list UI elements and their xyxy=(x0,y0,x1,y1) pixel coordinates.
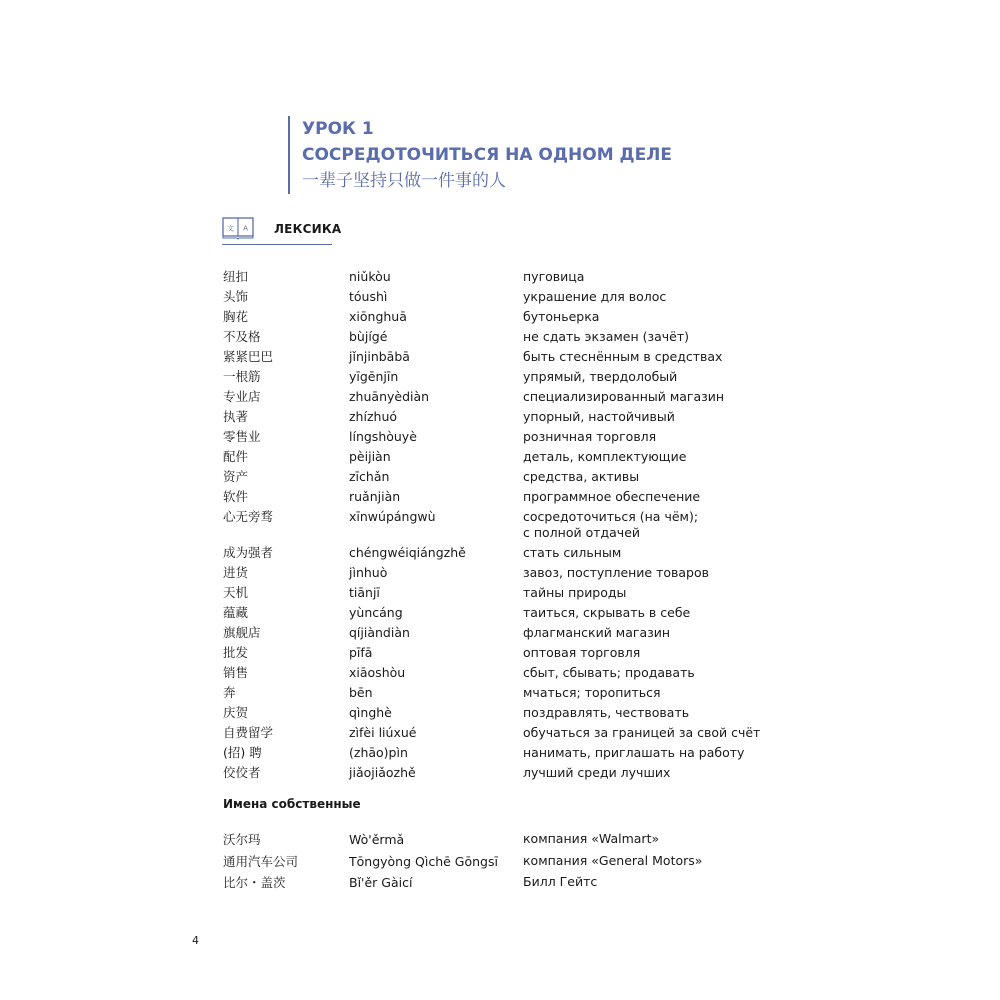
pinyin-term: niǔkòu xyxy=(349,269,391,284)
translation-term: розничная торговля xyxy=(523,429,657,444)
translation-term: завоз, поступление товаров xyxy=(523,565,710,580)
translation-term: флагманский магазин xyxy=(523,625,671,640)
hanzi-term: 奔 xyxy=(223,685,236,700)
pinyin-term: zhuānyèdiàn xyxy=(349,389,430,404)
pinyin-term: chéngwéiqiángzhě xyxy=(349,545,466,560)
lesson-number: УРОК 1 xyxy=(302,119,374,139)
hanzi-term: 纽扣 xyxy=(223,269,249,284)
lesson-header xyxy=(288,116,672,194)
hanzi-term: 通用汽车公司 xyxy=(223,853,299,869)
book-icon-glyph-left: 文 xyxy=(227,224,234,233)
pinyin-term: zīchǎn xyxy=(349,469,390,484)
hanzi-term: 进货 xyxy=(223,565,249,580)
translation-term: таиться, скрывать в себе xyxy=(523,605,691,620)
book-icon xyxy=(222,216,254,240)
pinyin-term: pīfā xyxy=(349,645,373,660)
vocab-row xyxy=(223,507,783,543)
translation-term: мчаться; торопиться xyxy=(523,685,661,700)
vocab-row xyxy=(223,703,783,723)
translation-term: лучший среди лучших xyxy=(523,765,671,780)
vocab-row xyxy=(223,829,783,851)
page-number: 4 xyxy=(192,934,199,947)
pinyin-term: qìnghè xyxy=(349,705,392,720)
hanzi-term: 软件 xyxy=(223,489,249,504)
pinyin-term: xiōnghuā xyxy=(349,309,407,324)
pinyin-term: bēn xyxy=(349,685,373,700)
hanzi-term: 自费留学 xyxy=(223,725,274,740)
hanzi-term: 配件 xyxy=(223,449,249,464)
vocab-row xyxy=(223,763,783,783)
vocab-row xyxy=(223,467,783,487)
vocab-row xyxy=(223,307,783,327)
pinyin-term: xīnwúpángwù xyxy=(349,509,436,524)
hanzi-term: 批发 xyxy=(223,645,249,660)
hanzi-term: 比尔・盖茨 xyxy=(223,875,286,890)
vocab-row xyxy=(223,643,783,663)
vocabulary-section-header xyxy=(222,216,342,245)
translation-term: сбыт, сбывать; продавать xyxy=(523,665,695,680)
pinyin-term: ruǎnjiàn xyxy=(349,489,401,504)
pinyin-term: Tōngyòng Qìchē Gōngsī xyxy=(349,853,498,869)
pinyin-term: jìnhuò xyxy=(349,565,388,580)
translation-term: упрямый, твердолобый xyxy=(523,369,678,384)
translation-term: бутоньерка xyxy=(523,309,600,324)
vocab-row xyxy=(223,327,783,347)
vocab-row xyxy=(223,427,783,447)
hanzi-term: 执著 xyxy=(223,409,249,424)
vocab-row xyxy=(223,487,783,507)
translation-term: не сдать экзамен (зачёт) xyxy=(523,329,690,344)
translation-term: тайны природы xyxy=(523,585,627,600)
translation-term: Билл Гейтс xyxy=(523,874,598,889)
pinyin-term: yīgēnjīn xyxy=(349,369,399,384)
hanzi-term: 沃尔玛 xyxy=(223,832,261,847)
pinyin-term: xiāoshòu xyxy=(349,665,406,680)
proper-names-list xyxy=(223,829,783,894)
translation-term: стать сильным xyxy=(523,545,622,560)
hanzi-term: 零售业 xyxy=(223,429,261,444)
vocab-row xyxy=(223,603,783,623)
vocab-row xyxy=(223,723,783,743)
hanzi-term: (招) 聘 xyxy=(223,745,262,760)
hanzi-term: 庆贺 xyxy=(223,705,249,720)
hanzi-term: 蕴藏 xyxy=(223,605,249,620)
hanzi-term: 销售 xyxy=(223,665,249,680)
hanzi-term: 专业店 xyxy=(223,389,261,404)
vocabulary-list xyxy=(223,267,783,783)
pinyin-term: pèijiàn xyxy=(349,449,391,464)
proper-names-title: Имена собственные xyxy=(223,797,361,811)
pinyin-term: jǐnjinbābā xyxy=(349,349,410,364)
translation-term: сосредоточиться (на чём); с полной отдачей xyxy=(523,509,699,540)
section-title: ЛЕКСИКА xyxy=(274,222,342,236)
translation-term: оптовая торговля xyxy=(523,645,641,660)
vocab-row xyxy=(223,872,783,894)
lesson-title: СОСРЕДОТОЧИТЬСЯ НА ОДНОМ ДЕЛЕ xyxy=(302,145,673,165)
vocab-row xyxy=(223,683,783,703)
pinyin-term: yùncáng xyxy=(349,605,403,620)
translation-term: упорный, настойчивый xyxy=(523,409,675,424)
translation-term: средства, активы xyxy=(523,469,640,484)
vocab-row xyxy=(223,563,783,583)
translation-term: поздравлять, чествовать xyxy=(523,705,690,720)
translation-term: специализированный магазин xyxy=(523,389,725,404)
vocab-row xyxy=(223,387,783,407)
pinyin-term: qíjiàndiàn xyxy=(349,625,410,640)
vocab-row xyxy=(223,267,783,287)
translation-term: быть стеснённым в средствах xyxy=(523,349,723,364)
vocab-row xyxy=(223,287,783,307)
pinyin-term: língshòuyè xyxy=(349,429,417,444)
pinyin-term: jiǎojiǎozhě xyxy=(349,765,416,780)
hanzi-term: 心无旁骛 xyxy=(223,509,274,524)
translation-term: нанимать, приглашать на работу xyxy=(523,745,745,760)
hanzi-term: 佼佼者 xyxy=(223,765,261,780)
pinyin-term: Bǐ'ěr Gàicí xyxy=(349,875,413,890)
vocab-row xyxy=(223,623,783,643)
book-icon-glyph-right: A xyxy=(243,224,248,233)
translation-term: пуговица xyxy=(523,269,585,284)
translation-term: программное обеспечение xyxy=(523,489,701,504)
hanzi-term: 天机 xyxy=(223,585,249,600)
hanzi-term: 不及格 xyxy=(223,329,261,344)
hanzi-term: 旗舰店 xyxy=(223,625,261,640)
vocab-row xyxy=(223,851,783,873)
translation-term: компания «General Motors» xyxy=(523,852,703,868)
pinyin-term: tiānjī xyxy=(349,585,380,600)
translation-term: деталь, комплектующие xyxy=(523,449,687,464)
vocab-row xyxy=(223,407,783,427)
vocab-row xyxy=(223,447,783,467)
vocab-row xyxy=(223,543,783,563)
hanzi-term: 胸花 xyxy=(223,309,249,324)
pinyin-term: tóushì xyxy=(349,289,388,304)
pinyin-term: bùjígé xyxy=(349,329,388,344)
translation-term: украшение для волос xyxy=(523,289,667,304)
lesson-subtitle: 一辈子坚持只做一件事的人 xyxy=(302,171,506,191)
pinyin-term: zìfèi liúxué xyxy=(349,725,417,740)
hanzi-term: 紧紧巴巴 xyxy=(223,349,274,364)
vocab-row xyxy=(223,347,783,367)
translation-term: обучаться за границей за свой счёт xyxy=(523,725,761,740)
vocab-row xyxy=(223,367,783,387)
pinyin-term: Wò'ěrmǎ xyxy=(349,832,405,847)
hanzi-term: 成为强者 xyxy=(223,545,274,560)
vocab-row xyxy=(223,583,783,603)
hanzi-term: 资产 xyxy=(223,469,249,484)
translation-term: компания «Walmart» xyxy=(523,831,660,846)
pinyin-term: zhízhuó xyxy=(349,409,398,424)
pinyin-term: (zhāo)pìn xyxy=(349,745,408,760)
vocab-row xyxy=(223,743,783,763)
hanzi-term: 头饰 xyxy=(223,289,249,304)
vocab-row xyxy=(223,663,783,683)
hanzi-term: 一根筋 xyxy=(223,369,261,384)
